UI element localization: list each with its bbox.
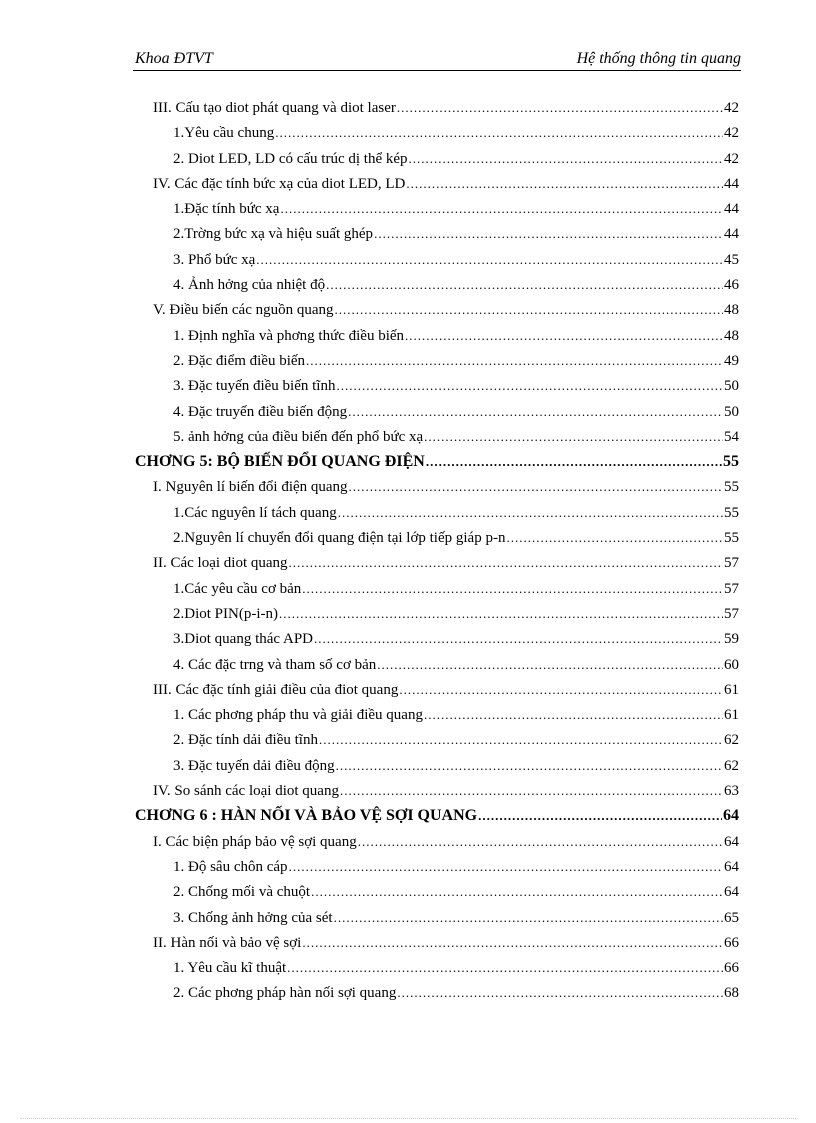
- toc-page-number: 61: [724, 681, 739, 698]
- toc-entry-title: 1. Độ sâu chôn cáp: [173, 858, 288, 875]
- toc-entry-title: 2. Diot LED, LD có cấu trúc dị thể kép: [173, 150, 408, 167]
- toc-entry-title: 2.Nguyên lí chuyển đổi quang điện tại lớp tiếp giáp p-n: [173, 530, 506, 547]
- toc-page-number: 61: [724, 707, 739, 724]
- toc-entry-title: 2. Các phơng pháp hàn nối sợi quang: [173, 985, 397, 1002]
- toc-section-entry[interactable]: [135, 474, 739, 499]
- toc-page-number: 60: [724, 656, 739, 673]
- toc-section-entry[interactable]: [135, 297, 739, 322]
- toc-subsection-entry[interactable]: [135, 500, 739, 525]
- toc-dot-leader: [326, 272, 723, 297]
- toc-dot-leader: [424, 424, 723, 449]
- header-department: Khoa ĐTVT: [135, 50, 213, 67]
- toc-entry-title: 1. Các phơng pháp thu và giải điều quang: [173, 707, 423, 724]
- toc-dot-leader: [426, 449, 722, 474]
- toc-subsection-entry[interactable]: [135, 424, 739, 449]
- toc-dot-leader: [289, 854, 723, 879]
- toc-subsection-entry[interactable]: [135, 980, 739, 1005]
- toc-dot-leader: [314, 626, 723, 651]
- toc-entry-title: IV. Các đặc tính bức xạ của diot LED, LD: [153, 175, 406, 192]
- toc-page-number: 55: [724, 530, 739, 547]
- toc-entry-title: IV. So sánh các loại diot quang: [153, 783, 339, 800]
- toc-subsection-entry[interactable]: [135, 652, 739, 677]
- toc-dot-leader: [409, 146, 723, 171]
- toc-subsection-entry[interactable]: [135, 525, 739, 550]
- table-of-contents: [135, 95, 739, 1006]
- toc-subsection-entry[interactable]: [135, 323, 739, 348]
- toc-entry-title: III. Các đặc tính giải điều của điot quang: [153, 681, 399, 698]
- toc-subsection-entry[interactable]: [135, 272, 739, 297]
- toc-dot-leader: [397, 980, 723, 1005]
- toc-page-number: 64: [723, 807, 739, 825]
- toc-page-number: 44: [724, 175, 739, 192]
- toc-page-number: 42: [724, 125, 739, 142]
- toc-subsection-entry[interactable]: [135, 348, 739, 373]
- toc-page-number: 42: [724, 100, 739, 116]
- toc-dot-leader: [311, 879, 723, 904]
- toc-subsection-entry[interactable]: [135, 601, 739, 626]
- toc-entry-title: 1.Các yêu cầu cơ bản: [173, 580, 302, 597]
- toc-entry-title: 1. Yêu cầu kĩ thuật: [173, 960, 287, 977]
- toc-entry-title: 1.Yêu cầu chung: [173, 125, 275, 142]
- toc-page-number: 57: [724, 580, 739, 597]
- page-bottom-rule: [20, 1118, 796, 1119]
- toc-page-number: 55: [724, 479, 739, 496]
- toc-page-number: 44: [724, 201, 739, 218]
- toc-entry-title: 2.Trờng bức xạ và hiệu suất ghép: [173, 226, 374, 243]
- toc-dot-leader: [349, 474, 723, 499]
- toc-entry-title: 2.Diot PIN(p-i-n): [173, 605, 278, 622]
- toc-chapter-entry[interactable]: [135, 803, 739, 828]
- toc-page-number: 64: [724, 884, 739, 901]
- toc-entry-title: 4. Các đặc trng và tham số cơ bản: [173, 656, 377, 673]
- toc-entry-title: 1.Đặc tính bức xạ: [173, 201, 280, 218]
- toc-subsection-entry[interactable]: [135, 247, 739, 272]
- toc-section-entry[interactable]: [135, 677, 739, 702]
- toc-subsection-entry[interactable]: [135, 120, 739, 145]
- toc-subsection-entry[interactable]: [135, 955, 739, 980]
- toc-section-entry[interactable]: [135, 829, 739, 854]
- toc-entry-title: 3. Đặc tuyến điều biến tĩnh: [173, 378, 336, 395]
- toc-dot-leader: [424, 702, 723, 727]
- toc-page-number: 65: [724, 909, 739, 926]
- toc-entry-title: CHƠNG 6 : HÀN NỐI VÀ BẢO VỆ SỢI QUANG: [135, 807, 478, 825]
- toc-entry-title: III. Cấu tạo diot phát quang và diot laser: [153, 100, 396, 116]
- toc-dot-leader: [280, 196, 723, 221]
- header-title: Hệ thống thông tin quang: [576, 50, 741, 67]
- toc-page-number: 68: [724, 985, 739, 1002]
- toc-page-number: 66: [724, 934, 739, 951]
- toc-subsection-entry[interactable]: [135, 905, 739, 930]
- toc-entry-title: 1.Các nguyên lí tách quang: [173, 504, 337, 521]
- toc-dot-leader: [399, 677, 723, 702]
- toc-page-number: 50: [724, 378, 739, 395]
- toc-entry-title: 2. Đặc tính dải điều tĩnh: [173, 732, 318, 749]
- toc-entry-title: 3. Chống ảnh hởng của sét: [173, 909, 333, 926]
- toc-entry-title: 3. Đặc tuyến dải điều động: [173, 757, 335, 774]
- toc-dot-leader: [256, 247, 723, 272]
- toc-dot-leader: [334, 905, 723, 930]
- toc-page-number: 44: [724, 226, 739, 243]
- toc-dot-leader: [348, 399, 723, 424]
- toc-subsection-entry[interactable]: [135, 373, 739, 398]
- toc-page-number: 57: [724, 555, 739, 572]
- toc-entry-title: 2. Đặc điểm điều biến: [173, 352, 306, 369]
- toc-dot-leader: [289, 550, 723, 575]
- toc-subsection-entry[interactable]: [135, 221, 739, 246]
- toc-dot-leader: [302, 930, 723, 955]
- toc-page-number: 64: [724, 833, 739, 850]
- toc-section-entry[interactable]: [135, 550, 739, 575]
- toc-dot-leader: [478, 803, 722, 828]
- toc-page-number: 64: [724, 858, 739, 875]
- toc-dot-leader: [335, 297, 723, 322]
- toc-page-number: 59: [724, 631, 739, 648]
- toc-subsection-entry[interactable]: [135, 753, 739, 778]
- toc-section-entry[interactable]: [135, 930, 739, 955]
- toc-dot-leader: [336, 753, 723, 778]
- toc-dot-leader: [397, 95, 723, 120]
- toc-entry-title: V. Điều biến các nguồn quang: [153, 302, 334, 319]
- toc-page-number: 46: [724, 277, 739, 294]
- toc-entry-title: II. Các loại diot quang: [153, 555, 288, 572]
- toc-subsection-entry[interactable]: [135, 727, 739, 752]
- toc-page-number: 62: [724, 732, 739, 749]
- toc-dot-leader: [336, 373, 723, 398]
- toc-dot-leader: [374, 221, 723, 246]
- toc-entry-title: 3. Phổ bức xạ: [173, 251, 256, 268]
- toc-section-entry[interactable]: [135, 95, 739, 120]
- toc-entry-title: I. Các biện pháp bảo vệ sợi quang: [153, 833, 357, 850]
- toc-entry-title: 4. Ảnh hởng của nhiệt độ: [173, 277, 326, 294]
- toc-subsection-entry[interactable]: [135, 146, 739, 171]
- toc-entry-title: 4. Đặc truyến điều biến động: [173, 403, 348, 420]
- toc-page-number: 66: [724, 960, 739, 977]
- toc-dot-leader: [287, 955, 723, 980]
- toc-dot-leader: [338, 500, 723, 525]
- toc-section-entry[interactable]: [135, 171, 739, 196]
- toc-page-number: 55: [724, 504, 739, 521]
- toc-subsection-entry[interactable]: [135, 196, 739, 221]
- toc-page-number: 45: [724, 251, 739, 268]
- toc-entry-title: 1. Định nghĩa và phơng thức điều biến: [173, 327, 405, 344]
- toc-subsection-entry[interactable]: [135, 702, 739, 727]
- toc-page-number: 55: [723, 453, 739, 471]
- toc-entry-title: 2. Chống mối và chuột: [173, 884, 311, 901]
- toc-entry-title: 5. ảnh hởng của điều biến đến phổ bức xạ: [173, 428, 424, 445]
- toc-dot-leader: [302, 576, 723, 601]
- toc-subsection-entry[interactable]: [135, 854, 739, 879]
- toc-dot-leader: [358, 829, 723, 854]
- toc-dot-leader: [405, 323, 723, 348]
- toc-dot-leader: [406, 171, 723, 196]
- toc-page-number: 63: [724, 783, 739, 800]
- toc-page-number: 57: [724, 605, 739, 622]
- page-header: [133, 50, 741, 71]
- toc-page-number: 49: [724, 352, 739, 369]
- toc-subsection-entry[interactable]: [135, 576, 739, 601]
- toc-dot-leader: [506, 525, 723, 550]
- toc-page-number: 48: [724, 327, 739, 344]
- toc-page-number: 48: [724, 302, 739, 319]
- toc-dot-leader: [319, 727, 723, 752]
- toc-entry-title: CHƠNG 5: BỘ BIẾN ĐỔI QUANG ĐIỆN: [135, 453, 425, 471]
- toc-subsection-entry[interactable]: [135, 399, 739, 424]
- toc-page-number: 54: [724, 428, 739, 445]
- toc-subsection-entry[interactable]: [135, 879, 739, 904]
- toc-chapter-entry[interactable]: [135, 449, 739, 474]
- toc-page-number: 42: [724, 150, 739, 167]
- toc-dot-leader: [279, 601, 723, 626]
- toc-page-number: 62: [724, 757, 739, 774]
- toc-dot-leader: [306, 348, 723, 373]
- toc-section-entry[interactable]: [135, 778, 739, 803]
- toc-entry-title: I. Nguyên lí biến đổi điện quang: [153, 479, 348, 496]
- toc-dot-leader: [340, 778, 723, 803]
- toc-subsection-entry[interactable]: [135, 626, 739, 651]
- toc-dot-leader: [377, 652, 723, 677]
- toc-page-number: 50: [724, 403, 739, 420]
- toc-entry-title: 3.Diot quang thác APD: [173, 631, 313, 648]
- toc-dot-leader: [275, 120, 723, 145]
- toc-entry-title: II. Hàn nối và bảo vệ sợi: [153, 934, 302, 951]
